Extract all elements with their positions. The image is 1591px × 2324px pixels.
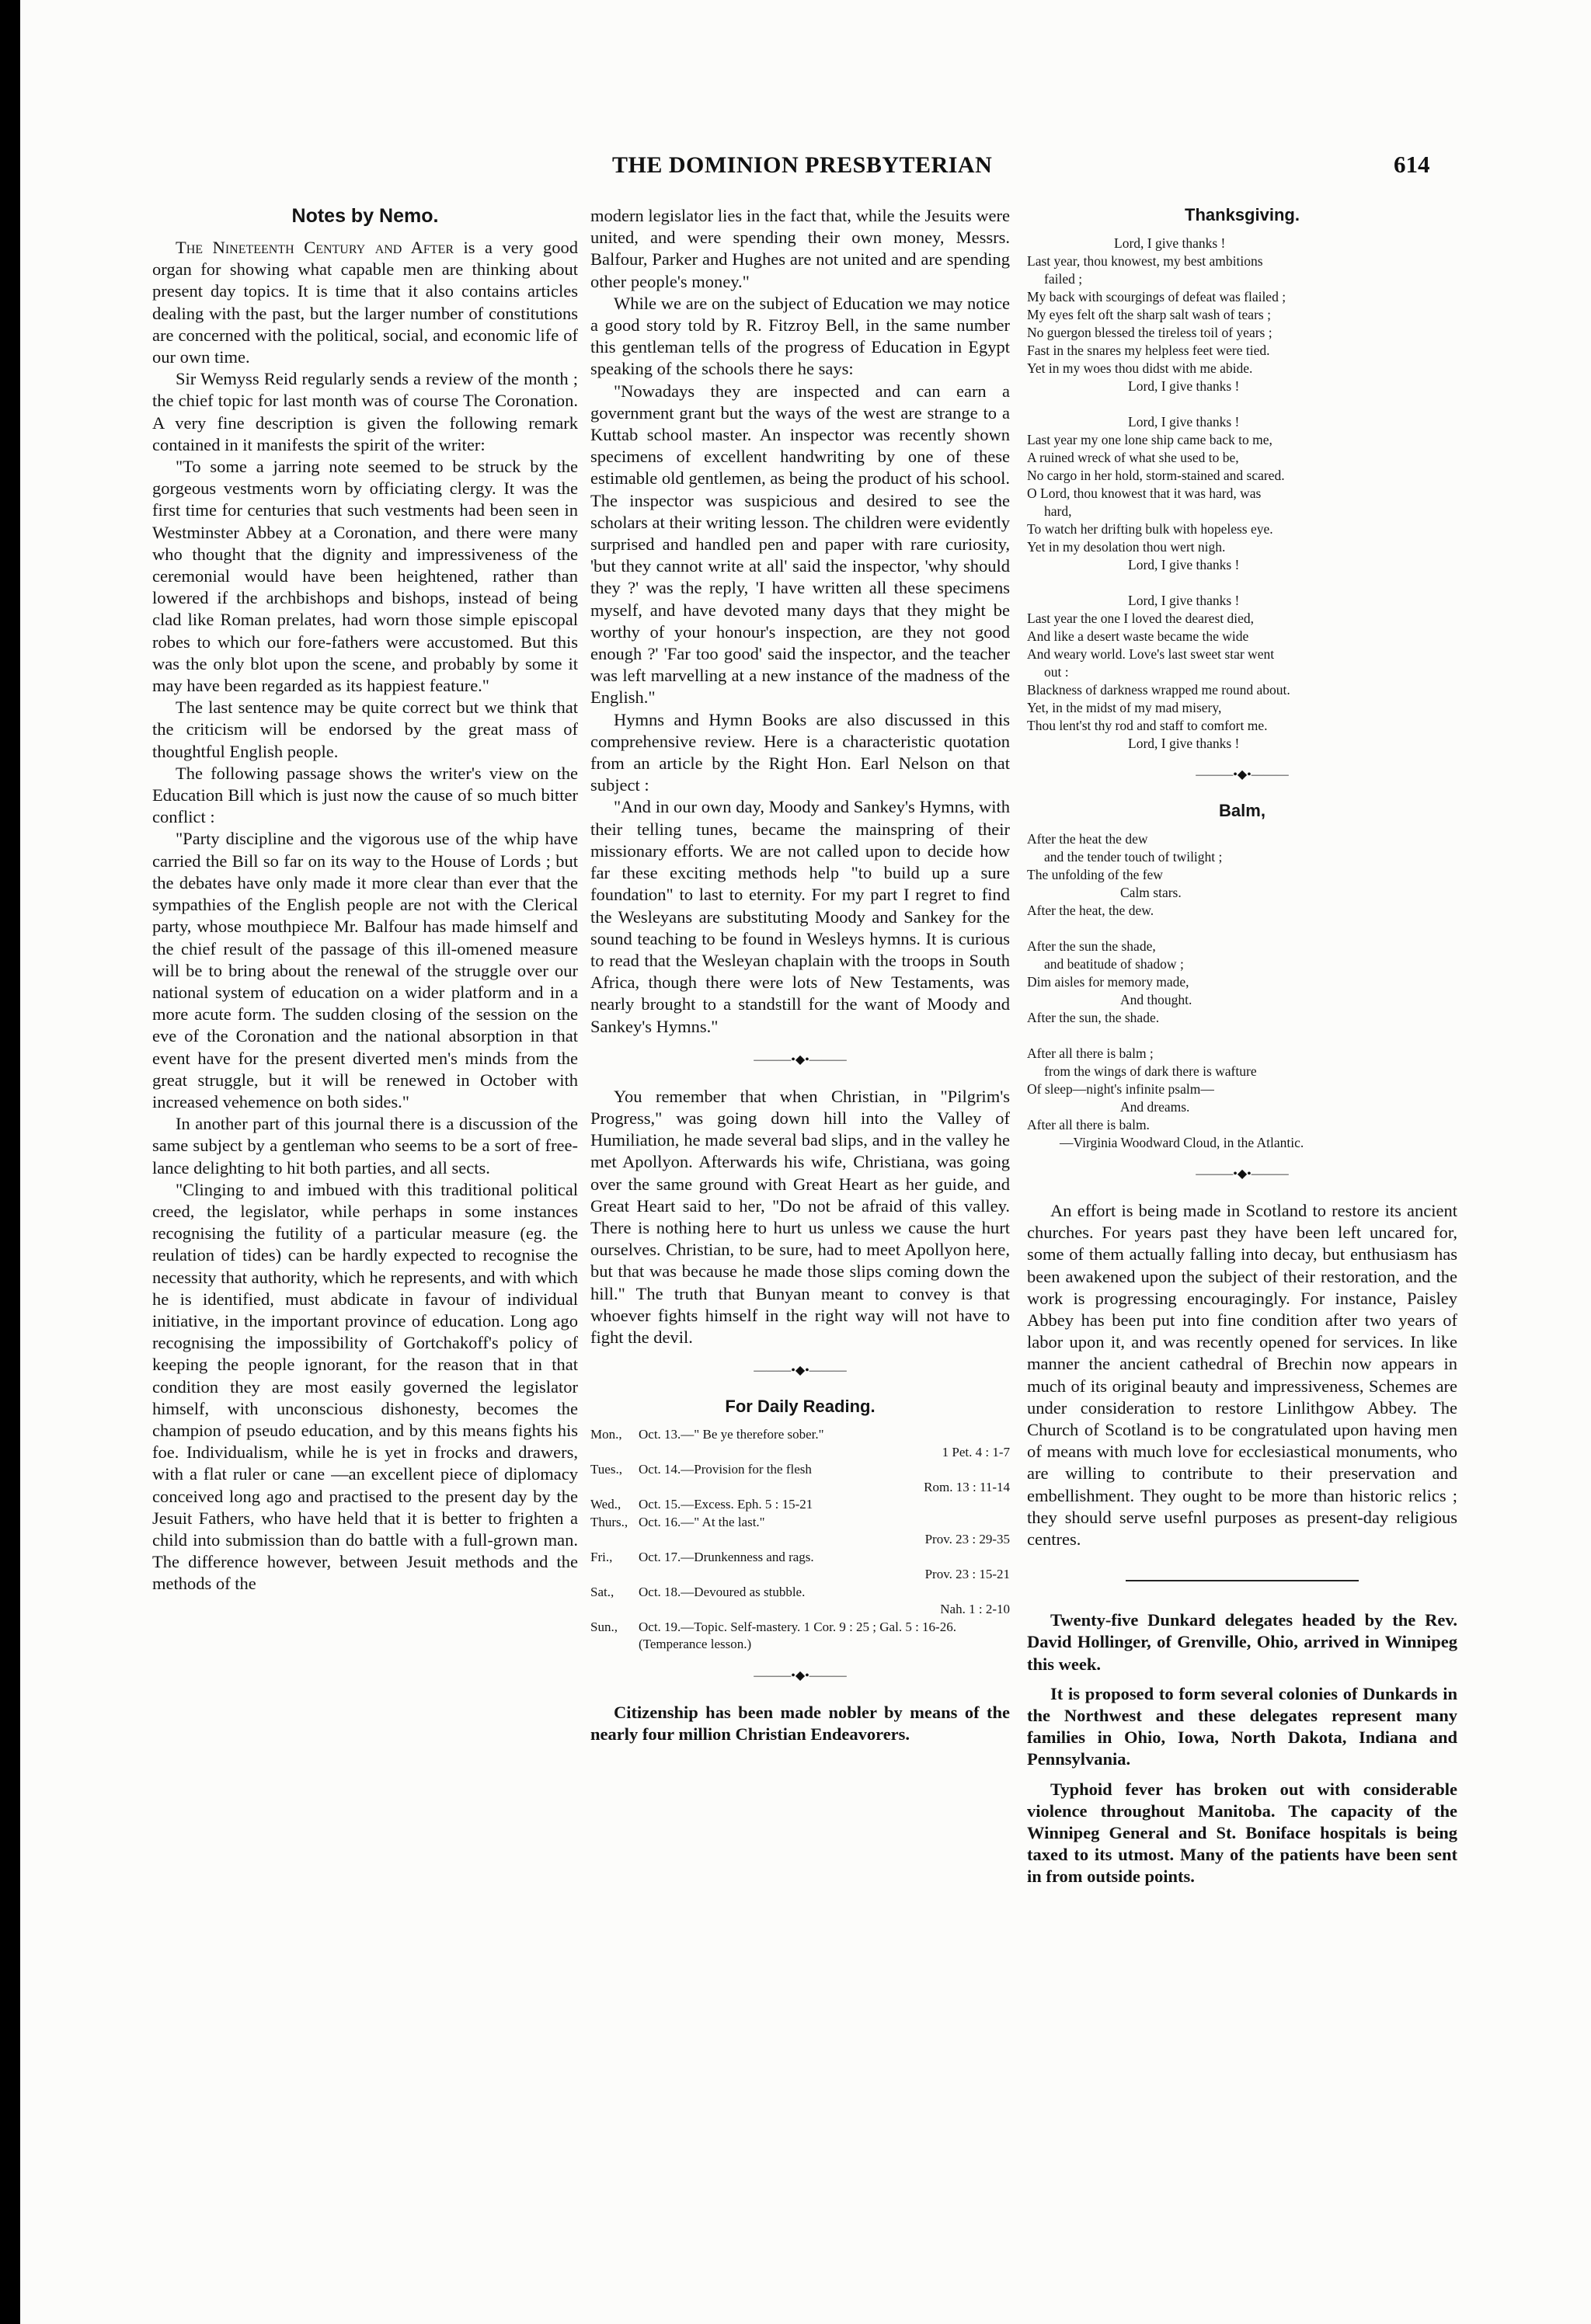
thanksgiving-line: Fast in the snares my helpless feet were tied.	[1027, 343, 1270, 358]
balm-line: —Virginia Woodward Cloud, in the Atlantic.	[1060, 1135, 1304, 1150]
thanksgiving-line: No guergon blessed the tireless toil of years ;	[1027, 325, 1272, 340]
notes-paragraph: "Clinging to and imbued with this traditional political creed, the legislator, while perhaps in some instances recognising the futility of a particular measure (eg. the reulation of tides) can be hardly expected to recognise the necessity that authority, which he represents, and with which he is identified, must abdicate in favour of individual initiative, in the important province of education. Long ago recognising the impossibility of Gortchakoff's policy of keeping the people ignorant, for the reason that in that condition they are most easily governed the legislator himself, with unconscious dishonesty, becomes the champion of pseudo education, and by this means fights his foe. Individualism, while he is yet in frocks and drawers, with a flat ruler or cane —an excellent piece of diplomacy conceived long ago and practised to the present day by the Jesuit Fathers, who have held that it is better to frighten a child into submission than do battle with a full-grown man. The difference however, between Jesuit methods and the methods of the	[152, 1179, 578, 1594]
thanksgiving-line: No cargo in her hold, storm-stained and scared.	[1027, 468, 1285, 483]
thanksgiving-line	[1027, 574, 1457, 592]
reading-text: Oct. 17.—Drunkenness and rags.	[639, 1549, 814, 1564]
reading-day: Sun.,	[590, 1619, 618, 1634]
thanksgiving-line: O Lord, thou knowest that it was hard, was	[1027, 485, 1262, 501]
daily-reading-list	[590, 1426, 1010, 1654]
scotland-paragraph: An effort is being made in Scotland to restore its ancient churches. For years past they have been left uncared for, some of them actually falling into decay, but enthusiasm has been awakened upon the subject of their restoration, and the work is progressing encouragingly. For instance, Paisley Abbey has been put into fine condition after two years of labor upon it, and was recently opened for services. In like manner the ancient cathedral of Brechin now appears in much of its original beauty and impressiveness, Schemes are under consideration to restore Linlithgow Abbey. The Church of Scotland is to be congratulated upon having men of means with much love for ecclesiastical monuments, who are willing to contribute to their preservation and embellishment. They ought to be more than historic relics ; they should serve usefnl purposes as present-day religious centres.	[1027, 1201, 1457, 1550]
thanksgiving-line: And weary world. Love's last sweet star went	[1027, 646, 1275, 662]
newspaper-page	[20, 0, 1591, 2324]
dunkard-paragraph: It is proposed to form several colonies of Dunkards in the Northwest and these delegates represent many families in Ohio, Iowa, North Dakota, Indiana and Pennsylvania.	[1027, 1683, 1457, 1769]
thanksgiving-line: My eyes felt oft the sharp salt wash of tears ;	[1027, 307, 1271, 322]
thanksgiving-line: Blackness of darkness wrapped me round about.	[1027, 682, 1290, 698]
thanksgiving-line: out :	[1044, 664, 1069, 680]
reading-reference: Rom. 13 : 11-14	[924, 1479, 1010, 1494]
reading-text: Oct. 19.—Topic. Self-mastery. 1 Cor. 9 : 25 ; Gal. 5 : 16-26. (Temperance lesson.)	[639, 1619, 956, 1652]
reading-text: Oct. 15.—Excess. Eph. 5 : 15-21	[639, 1497, 813, 1512]
balm-line: Of sleep—night's infinite psalm—	[1027, 1081, 1214, 1097]
ornament-divider: ———•◆•———	[754, 1364, 847, 1378]
notes-paragraph-text: is a very good organ for showing what capable men are thinking about present day topics. It is time that it also contains articles dealing with the past, but the larger number of constitutions are concerned with the political, social, and economic life of our own time.	[152, 238, 579, 367]
balm-line: After the sun, the shade.	[1027, 1010, 1160, 1025]
thanksgiving-poem	[1027, 235, 1457, 753]
notes-paragraph	[152, 237, 578, 368]
hymns-paragraph: "And in our own day, Moody and Sankey's Hymns, with their telling tunes, became the mainspring of their missionary efforts. We are not called upon to decide how far these exciting methods help "to build up a sure foundation" to last to eternity. For my part I regret to find the Wesleyans are substituting Moody and Sankey for the sound teaching to be found in Wesleys hymns. It is curious to read that the Wesleyan chaplain with the troops in South Africa, though there were lots of New Testaments, was nearly brought to a standstill for the want of Moody and Sankey's Hymns."	[590, 797, 1010, 1036]
reading-day: Sat.,	[590, 1584, 614, 1599]
ornament-divider: ———•◆•———	[1196, 1167, 1289, 1181]
reading-row	[590, 1426, 1010, 1461]
column-2	[590, 205, 1010, 1745]
balm-line: And dreams.	[1120, 1099, 1190, 1115]
education-paragraph: "Nowadays they are inspected and can earn a government grant but the ways of the west are strange to a Kuttab school master. An inspector was recently shown specimens of excellent handwriting by one of these estimable old gentlemen, as being the product of his school. The inspector was suspicious and desired to see the scholars at their writing lesson. The children were evidently surprised and handled pen and paper with rare curiosity, 'but they cannot write at all' said the inspector, 'why should they ?' was the reply, 'I have written all these specimens myself, and have devoted many days that they might be worthy of your honour's inspection, are they not good enough ?' 'Far too good' said the inspector, and the teacher was left marvelling at a new instance of the madness of the English."	[590, 381, 1010, 708]
running-head: THE DOMINION PRESBYTERIAN	[612, 152, 993, 178]
reading-day: Wed.,	[590, 1497, 621, 1512]
reading-day: Fri.,	[590, 1549, 613, 1564]
column-3	[1027, 205, 1457, 1888]
typhoid-paragraph: Typhoid fever has broken out with considerable violence throughout Manitoba. The capacity of the Winnipeg General and St. Boniface hospitals is being taxed to its utmost. Many of the patients have been sent in from outside points.	[1027, 1779, 1457, 1887]
continued-paragraph: modern legislator lies in the fact that, while the Jesuits were united, and were spending their own money, Messrs. Balfour, Parker and Hughes are not united and are spending other people's money."	[590, 206, 1010, 291]
citizenship-paragraph: Citizenship has been made nobler by means of the nearly four million Christian Endeavorers.	[590, 1702, 1010, 1744]
thanksgiving-line: failed ;	[1044, 271, 1083, 287]
balm-line	[1027, 920, 1457, 938]
balm-line: After the heat, the dew.	[1027, 903, 1154, 918]
balm-line: After all there is balm.	[1027, 1117, 1150, 1132]
balm-line: The unfolding of the few	[1027, 867, 1163, 882]
ornament-divider: ———•◆•———	[754, 1668, 847, 1682]
reading-day: Mon.,	[590, 1427, 622, 1442]
balm-line: After the heat the dew	[1027, 831, 1148, 847]
thanksgiving-line: Lord, I give thanks !	[1128, 593, 1240, 608]
thanksgiving-line	[1027, 395, 1457, 413]
reading-text: Oct. 13.—" Be ye therefore sober."	[639, 1427, 824, 1442]
thanksgiving-line: Yet in my woes thou didst with me abide.	[1027, 360, 1253, 376]
thanksgiving-line: Yet, in the midst of my mad misery,	[1027, 700, 1222, 715]
reading-text-block	[639, 1461, 1010, 1496]
reading-text-block	[639, 1549, 1010, 1584]
balm-poem	[1027, 830, 1457, 1152]
section-rule	[1126, 1580, 1359, 1581]
balm-line: and the tender touch of twilight ;	[1044, 849, 1223, 865]
notes-paragraph: "Party discipline and the vigorous use of the whip have carried the Bill so far on its way to the House of Lords ; but the debates have only made it more clear than ever that the sympathies of the English people are not with the Clerical party, whose mouthpiece Mr. Balfour has made himself and the chief result of the passage of this ill-omened measure will be to bring about the renewal of the struggle over our national system of education on a wider platform and in a more acute form. The sudden closing of the session on the eve of the Coronation and the national absorption in that event have for the present diverted men's minds from the great struggle, but it will be renewed in October with increased vehemence on both sides."	[152, 829, 578, 1112]
thanksgiving-line: And like a desert waste became the wide	[1027, 628, 1249, 644]
reading-text-block	[639, 1426, 1010, 1461]
reading-text-block	[639, 1514, 1010, 1549]
thanksgiving-line: hard,	[1044, 503, 1072, 519]
thanksgiving-line: Last year, thou knowest, my best ambitions	[1027, 253, 1263, 269]
thanksgiving-line: Lord, I give thanks !	[1128, 557, 1240, 572]
reading-text-block	[639, 1496, 1010, 1514]
reading-reference: Prov. 23 : 15-21	[924, 1567, 1010, 1582]
reading-day: Thurs.,	[590, 1514, 628, 1529]
reading-text: Oct. 16.—" At the last."	[639, 1514, 765, 1529]
reading-row	[590, 1514, 1010, 1549]
education-paragraph: While we are on the subject of Education we may notice a good story told by R. Fitzroy Bell, in the same number this gentleman tells of the progress of Education in Egypt speaking of the schools there he says:	[590, 293, 1010, 379]
reading-text-block	[639, 1619, 1010, 1654]
lead-caps: The Nineteenth Century and After	[176, 238, 454, 257]
balm-line: and beatitude of shadow ;	[1044, 956, 1184, 972]
dunkard-paragraph: Twenty-five Dunkard delegates headed by the Rev. David Hollinger, of Grenville, Ohio, arrived in Winnipeg this week.	[1027, 1610, 1457, 1674]
notes-paragraph: The following passage shows the writer's view on the Education Bill which is just now the cause of so much bitter conflict :	[152, 763, 578, 827]
reading-row	[590, 1549, 1010, 1584]
reading-row	[590, 1584, 1010, 1619]
thanksgiving-line: Lord, I give thanks !	[1128, 414, 1240, 430]
notes-paragraph: Sir Wemyss Reid regularly sends a review of the month ; the chief topic for last month was of course The Coronation. A very fine description is given the following remark contained in it manifests the spirit of the writer:	[152, 369, 578, 454]
reading-text-block	[639, 1584, 1010, 1619]
bunyan-paragraph: You remember that when Christian, in "Pilgrim's Progress," was going down hill into the Valley of Humiliation, he made several bad slips, and in the valley he met Apollyon. Afterwards his wife, Christiana, was going over the same ground with Great Heart as her guide, and Great Heart said to her, "Do not be afraid of this valley. There is nothing here to hurt us unless we cause the hurt ourselves. Christian, to be sure, had to meet Apollyon here, but that was because he made those slips coming down the hill." The truth that Bunyan meant to convey is that whoever fights himself in the right way will not have to fight the devil.	[590, 1086, 1010, 1347]
balm-line: And thought.	[1120, 992, 1192, 1007]
balm-line: from the wings of dark there is wafture	[1044, 1063, 1257, 1079]
thanksgiving-line: Lord, I give thanks !	[1114, 235, 1226, 251]
balm-line: After all there is balm ;	[1027, 1045, 1154, 1061]
ornament-divider: ———•◆•———	[754, 1052, 847, 1066]
reading-row	[590, 1461, 1010, 1496]
balm-line	[1027, 1027, 1457, 1045]
balm-line: After the sun the shade,	[1027, 938, 1156, 954]
thanksgiving-line: To watch her drifting bulk with hopeless eye.	[1027, 521, 1273, 537]
reading-row	[590, 1619, 1010, 1654]
thanksgiving-line: Thou lent'st thy rod and staff to comfort me.	[1027, 718, 1268, 733]
notes-paragraph: In another part of this journal there is a discussion of the same subject by a gentleman who seems to be a sort of free-lance delighting to hit both parties, and all sects.	[152, 1114, 578, 1178]
balm-line: Calm stars.	[1120, 885, 1182, 900]
reading-reference: Prov. 23 : 29-35	[924, 1532, 1010, 1547]
thanksgiving-line: A ruined wreck of what she used to be,	[1027, 450, 1239, 465]
balm-line: Dim aisles for memory made,	[1027, 974, 1189, 990]
thanksgiving-line: Lord, I give thanks !	[1128, 736, 1240, 751]
ornament-divider: ———•◆•———	[1196, 768, 1289, 781]
reading-reference: Nah. 1 : 2-10	[940, 1602, 1010, 1617]
thanksgiving-line: Yet in my desolation thou wert nigh.	[1027, 539, 1226, 555]
page-number: 614	[1394, 151, 1430, 178]
daily-reading-title: For Daily Reading.	[725, 1397, 876, 1417]
reading-text: Oct. 18.—Devoured as stubble.	[639, 1584, 806, 1599]
thanksgiving-line: Last year my one lone ship came back to me,	[1027, 432, 1272, 447]
thanksgiving-line: Last year the one I loved the dearest died,	[1027, 611, 1255, 626]
hymns-paragraph: Hymns and Hymn Books are also discussed in this comprehensive review. Here is a characteristic quotation from an article by the Right Hon. Earl Nelson on that subject :	[590, 709, 1010, 795]
reading-day: Tues.,	[590, 1462, 622, 1477]
column-1	[152, 205, 578, 1595]
thanksgiving-line: Lord, I give thanks !	[1128, 378, 1240, 394]
notes-paragraph: "To some a jarring note seemed to be struck by the gorgeous vestments worn by officiating clergy. It was the first time for centuries that such vestments had been seen in Westminster Abbey at a Coronation, and there were many who thought that the dignity and impressiveness of the ceremonial would have been heightened, rather than lowered if the archbishops and bishops, instead of being clad like Roman prelates, had worn those simple episcopal robes to which our fore-fathers were accustomed. But this was the only blot upon the scene, and probably by some it may have been regarded as its happiest feature."	[152, 457, 578, 696]
reading-row	[590, 1496, 1010, 1514]
balm-title: Balm,	[1219, 801, 1265, 820]
reading-text: Oct. 14.—Provision for the flesh	[639, 1462, 812, 1477]
reading-reference: 1 Pet. 4 : 1-7	[942, 1444, 1010, 1459]
notes-title: Notes by Nemo.	[291, 205, 439, 227]
notes-paragraph: The last sentence may be quite correct but we think that the criticism will be endorsed by the great mass of thoughtful English people.	[152, 698, 578, 761]
thanksgiving-line: My back with scourgings of defeat was flailed ;	[1027, 289, 1286, 304]
thanksgiving-title: Thanksgiving.	[1185, 205, 1300, 224]
